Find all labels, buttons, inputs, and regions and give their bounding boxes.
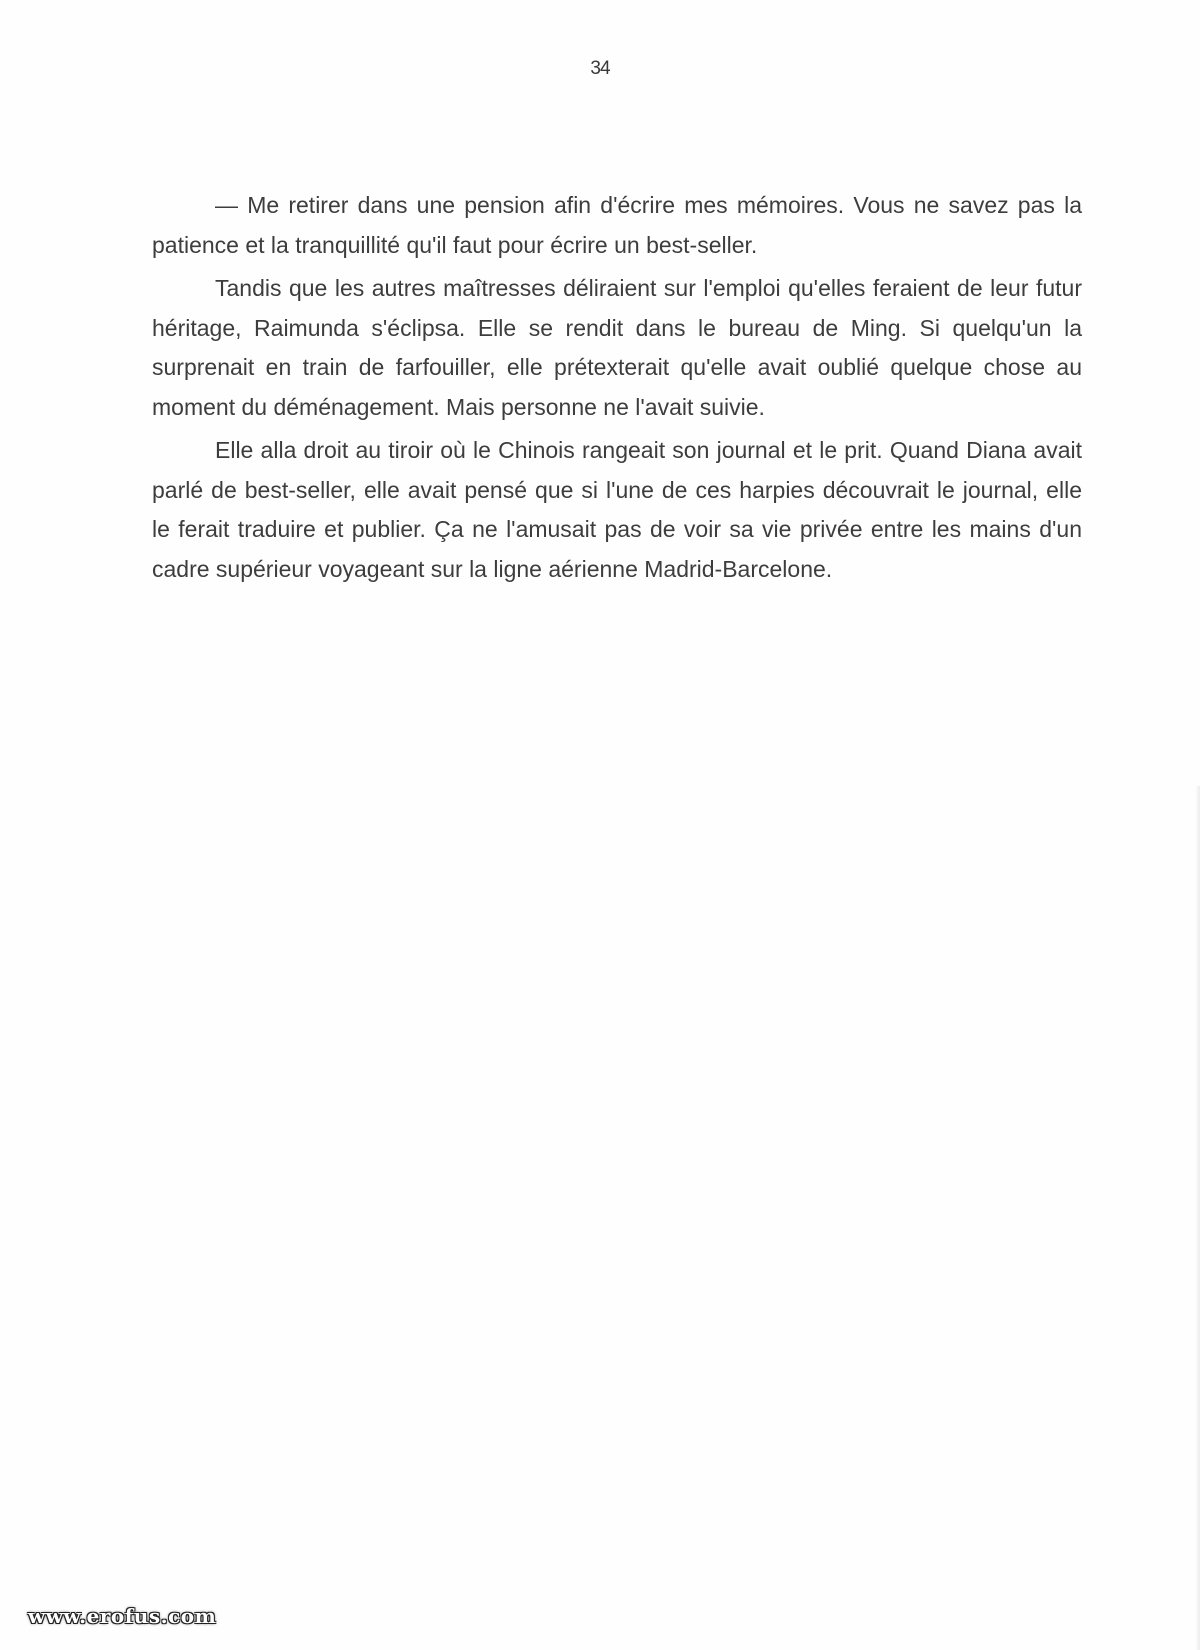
paragraph-3: Elle alla droit au tiroir où le Chinois rangeait son journal et le prit. Quand Diana avait parlé de best-seller, elle avait pensé que si l'une de ces harpies découvrait le journal, elle le ferait traduire et publier. Ça ne l'amusait pas de voir sa vie privée entre les mains d'un cadre supérieur voyageant sur la ligne aérienne Madrid-Barcelone.: [152, 437, 1082, 582]
watermark-text: www.erofus.com: [28, 1604, 217, 1628]
paragraph-2: Tandis que les autres maîtresses déliraient sur l'emploi qu'elles feraient de leur futur héritage, Raimunda s'éclipsa. Elle se rendit dans le bureau de Ming. Si quelqu'un la surprenait en train de farfouiller, elle prétexterait qu'elle avait oublié quelque chose au moment du déménagement. Mais personne ne l'avait suivie.: [152, 275, 1082, 420]
page-number: 34: [590, 58, 610, 79]
paragraph-1: — Me retirer dans une pension afin d'écrire mes mémoires. Vous ne savez pas la patience et la tranquillité qu'il faut pour écrire un best-seller.: [152, 192, 1082, 258]
body-text: [152, 186, 1082, 593]
page-edge-shadow: [1195, 786, 1200, 1650]
